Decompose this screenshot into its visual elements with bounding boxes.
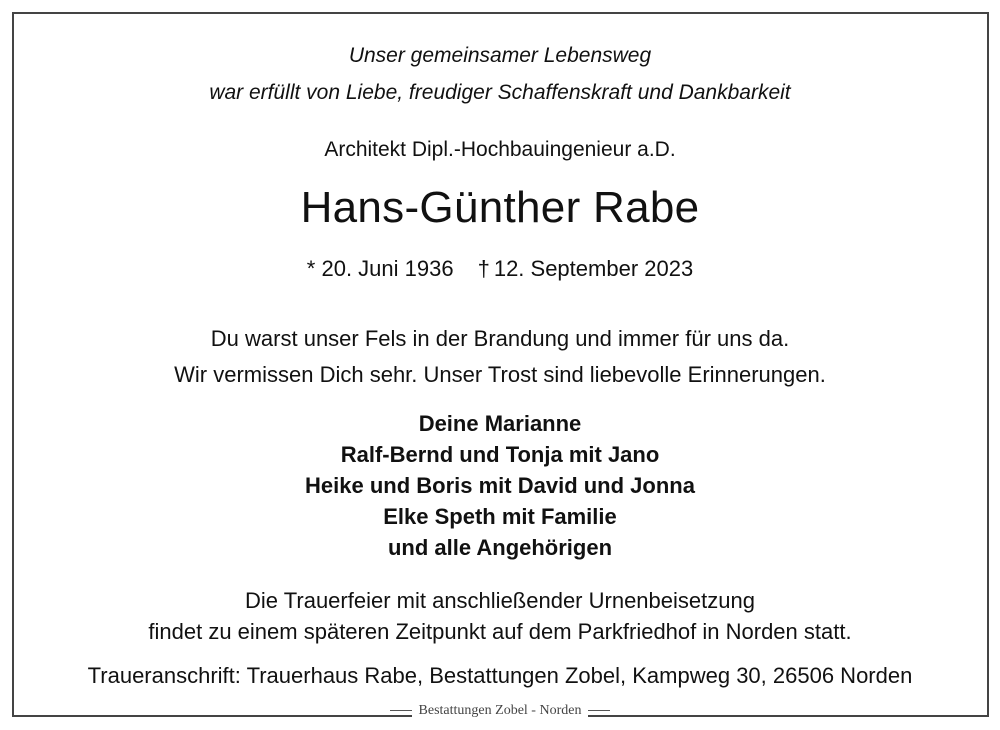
footer-rule-right: [588, 710, 610, 711]
mourner-name: Deine Marianne: [418, 411, 582, 436]
mourner-name: Elke Speth mit Familie: [383, 504, 617, 529]
mourning-address: Traueranschrift: Trauerhaus Rabe, Bestattungen Zobel, Kampweg 30, 26506 Norden: [87, 663, 913, 688]
ceremony-line-2: findet zu einem späteren Zeitpunkt auf dem Parkfriedhof in Norden statt.: [148, 619, 852, 644]
birth-date: * 20. Juni 1936: [306, 256, 454, 281]
motto-line-2: war erfüllt von Liebe, freudiger Schaffenskraft und Dankbarkeit: [209, 81, 791, 104]
message-line-1: Du warst unser Fels in der Brandung und immer für uns da.: [210, 326, 790, 351]
funeral-home-footer: [0, 703, 1000, 719]
death-date: 12. September 2023: [493, 256, 694, 281]
life-dates: [0, 256, 1000, 281]
mourner-name: Ralf-Bernd und Tonja mit Jano: [340, 442, 660, 467]
profession: Architekt Dipl.-Hochbauingenieur a.D.: [324, 138, 676, 161]
message-line-2: Wir vermissen Dich sehr. Unser Trost sind liebevolle Erinnerungen.: [174, 362, 826, 387]
funeral-home-name: Bestattungen Zobel - Norden: [412, 703, 589, 718]
mourner-name: und alle Angehörigen: [387, 535, 613, 560]
death-cross-symbol: †: [477, 256, 490, 281]
footer-rule-left: [390, 710, 412, 711]
ceremony-line-1: Die Trauerfeier mit anschließender Urnenbeisetzung: [245, 588, 755, 613]
mourner-name: Heike und Boris mit David und Jonna: [305, 473, 695, 498]
motto-line-1: Unser gemeinsamer Lebensweg: [348, 44, 652, 67]
deceased-name: Hans-Günther Rabe: [300, 183, 700, 232]
